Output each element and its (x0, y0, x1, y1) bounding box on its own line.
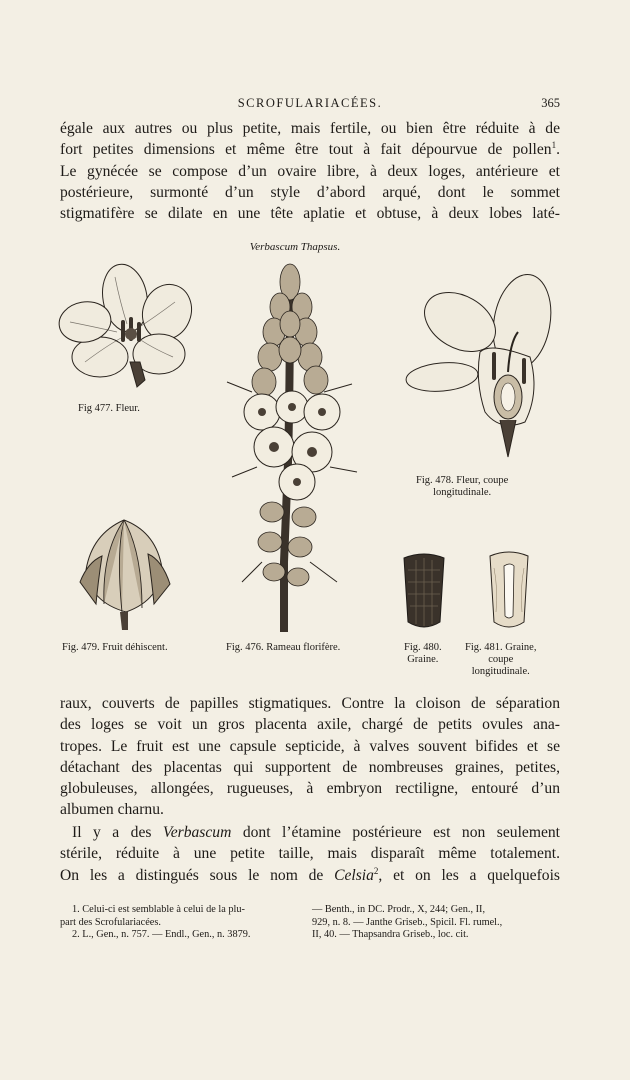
text-line: albumen charnu. (60, 801, 164, 819)
flower-illustration (55, 262, 195, 397)
footnote-ref: 1 (551, 140, 557, 151)
fruit-illustration (72, 512, 177, 632)
caption-fig-476: Fig. 476. Rameau florifère. (226, 642, 341, 653)
footnote-line: 2. L., Gen., n. 757. — Endl., Gen., n. 3879. (72, 929, 251, 941)
text-line: stérile, réduite à une petite taille, mais disparaît même totalement. (60, 845, 560, 863)
caption-fig-480: Fig. 480. Graine. (404, 642, 442, 665)
text-line: Le gynécée se compose d’un ovaire libre, à deux loges, antérieure et (60, 162, 560, 180)
paragraph-top (60, 118, 560, 224)
text-line: globuleuses, allongées, rugueuses, à embryon rectiligne, entouré d’un (60, 780, 560, 798)
flowering-spike-illustration (212, 262, 368, 637)
footnote-line: — Benth., in DC. Prodr., X, 244; Gen., II, (312, 904, 486, 915)
seed-illustration (398, 550, 450, 632)
footnotes-right-column (312, 904, 547, 942)
running-head: SCROFULARIACÉES. (237, 96, 383, 110)
page-number: 365 (541, 96, 560, 110)
paragraph-bottom (60, 822, 560, 886)
text-line: Il y a des Verbascum dont l’étamine postérieure est non seulement (72, 824, 561, 841)
text-line: postérieure, surmonté d’un style d’abord arqué, dont le sommet (60, 183, 560, 201)
flower-section-illustration (400, 272, 560, 462)
paragraph-mid (60, 693, 560, 821)
text-line: raux, couverts de papilles stigmatiques. Contre la cloison de séparation (60, 695, 560, 712)
text-line: tropes. Le fruit est une capsule septicide, à valves souvent bifides et se (60, 737, 560, 755)
footnote-line: 1. Celui-ci est semblable à celui de la plu- (72, 904, 245, 915)
text-line: stigmatifère se dilate en une tête aplatie et obtuse, à deux lobes laté- (60, 205, 560, 223)
footnote-line: II, 40. — Thapsandra Griseb., loc. cit. (312, 929, 469, 941)
footnote-line: 929, n. 8. — Janthe Griseb., Spicil. Fl. rumel., (312, 916, 503, 928)
text-line: égale aux autres ou plus petite, mais fertile, ou bien être réduite à de (60, 120, 560, 137)
footnote-line: part des Scrofulariacées. (60, 916, 161, 928)
plate-title: Verbascum Thapsus. (249, 241, 341, 253)
caption-fig-477: Fig 477. Fleur. (78, 403, 140, 414)
text-line: fort petites dimensions et même être tout à fait dépourvue de pollen$^1$. (60, 140, 560, 159)
caption-fig-479: Fig. 479. Fruit déhiscent. (62, 642, 168, 653)
caption-fig-478: Fig. 478. Fleur, coupe longitudinale. (416, 475, 509, 498)
caption-fig-481: Fig. 481. Graine, coupe longitudinale. (465, 642, 537, 677)
text-line: On les a distingués sous le nom de Celsia$^2$, et on les a quelquefois (60, 865, 560, 884)
text-line: détachant des placentas qui supportent de nombreuses graines, petites, (60, 758, 560, 776)
text-line: des loges se voit un gros placenta axile, chargé de petits ovules ana- (60, 716, 560, 734)
footnote-ref: 2 (373, 865, 379, 876)
seed-section-illustration (484, 548, 534, 632)
footnotes-left-column (60, 904, 295, 942)
